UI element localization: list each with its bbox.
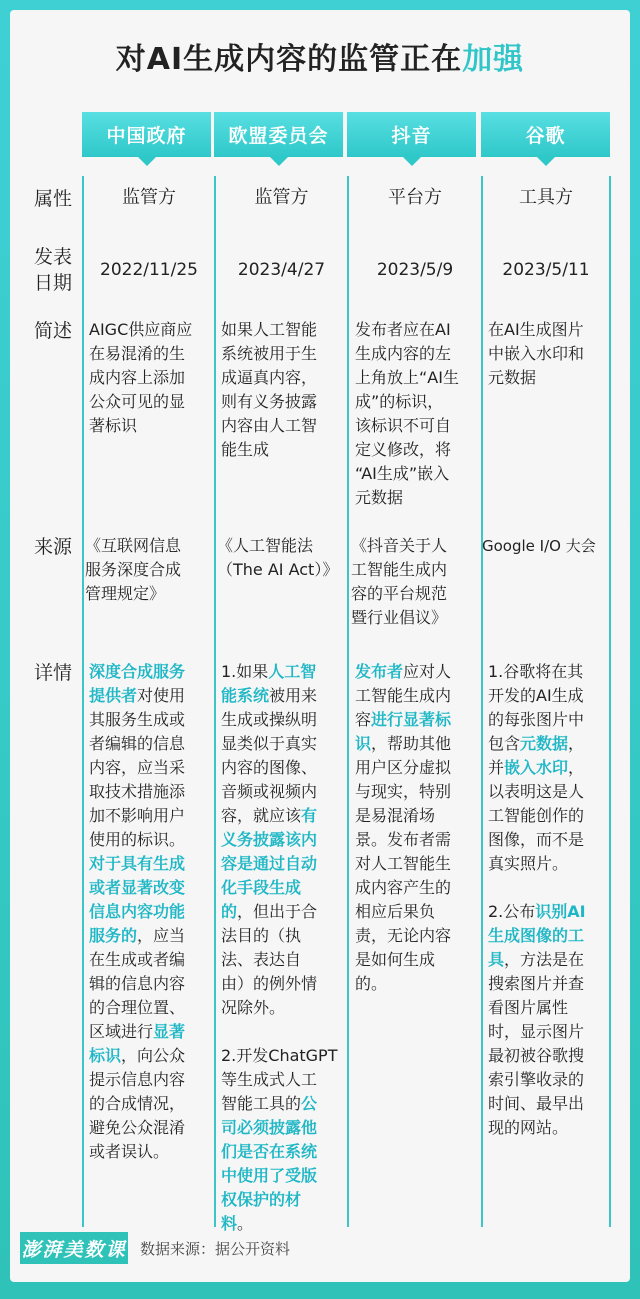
text-line: 《互联网信息 <box>85 536 182 555</box>
attribute-cell: 监管方 <box>122 187 176 208</box>
text-line: AIGC供应商应 <box>89 320 193 339</box>
text-line: 服务深度合成 <box>85 560 182 579</box>
text-line: 成”的标识， <box>355 392 444 411</box>
text-line <box>488 972 608 996</box>
body-text: 由）的例外情 <box>221 974 318 993</box>
text-line <box>89 780 213 804</box>
text-line: 如果人工智能 <box>221 320 318 339</box>
row-label-attribute: 属性 <box>34 188 73 210</box>
text-line <box>488 732 608 756</box>
body-text: 与现实，特别 <box>355 782 452 801</box>
body-text: 并 <box>488 758 505 777</box>
body-text: 图像，而不是 <box>488 830 585 849</box>
body-text: 最初被谷歌搜 <box>488 1046 585 1065</box>
text-line <box>355 804 479 828</box>
body-text: 1.如果 <box>221 662 269 681</box>
highlight-text: 提供者 <box>89 686 138 705</box>
text-line <box>89 996 213 1020</box>
detail-cell-google <box>488 660 608 1140</box>
text-line <box>488 852 608 876</box>
date-cell: 2023/5/9 <box>376 260 454 280</box>
body-text: 区域进行 <box>89 1022 154 1041</box>
body-text: 内容的图像、 <box>221 758 318 777</box>
text-line <box>89 1020 213 1044</box>
text-line <box>355 756 479 780</box>
text-line <box>488 1044 608 1068</box>
text-line <box>221 1092 345 1116</box>
text-line <box>355 900 479 924</box>
body-text: 真实照片。 <box>488 854 569 873</box>
body-text: 法目的（执 <box>221 926 302 945</box>
attribute-cell: 平台方 <box>388 187 442 208</box>
text-line <box>89 1140 213 1164</box>
body-text: 2.公布 <box>488 902 536 921</box>
divider-line <box>609 176 611 1227</box>
body-text: 的每张图片中 <box>488 710 585 729</box>
text-line: 在AI生成图片 <box>488 320 584 339</box>
text-line <box>488 948 608 972</box>
source-cell-douyin <box>351 534 479 630</box>
text-line: 生成内容的左 <box>355 344 452 363</box>
text-line <box>221 684 345 708</box>
detail-cell-douyin <box>355 660 479 996</box>
body-text: ， <box>568 758 585 777</box>
body-text: 时间、最早出 <box>488 1094 585 1113</box>
text-line: 工智能生成内 <box>351 560 448 579</box>
text-line: 《人工智能法 <box>217 536 314 555</box>
text-line <box>221 780 345 804</box>
text-line <box>89 972 213 996</box>
attribute-cell: 工具方 <box>519 187 573 208</box>
body-text: ，应当 <box>137 926 186 945</box>
highlight-text: 权保护的材 <box>221 1190 302 1209</box>
body-text: 。 <box>237 1214 254 1233</box>
summary-cell-eu <box>221 318 345 462</box>
body-text: 景。发布者需 <box>355 830 452 849</box>
text-line <box>89 732 213 756</box>
row-label-date-2: 日期 <box>34 272 73 294</box>
text-line <box>221 708 345 732</box>
text-line <box>355 660 479 684</box>
detail-cell-eu <box>221 660 345 1236</box>
body-text: 被用来 <box>269 686 318 705</box>
text-line <box>89 924 213 948</box>
highlight-text: 标识 <box>89 1046 122 1065</box>
text-line <box>221 828 345 852</box>
text-line: 则有义务披露 <box>221 392 318 411</box>
text-line <box>488 996 608 1020</box>
date-cell: 2023/5/11 <box>502 260 590 280</box>
body-text: ， <box>568 734 585 753</box>
highlight-text: 人工智 <box>268 662 317 681</box>
body-text: 辑的信息内容 <box>89 974 186 993</box>
summary-cell-douyin <box>355 318 479 510</box>
text-line <box>221 852 345 876</box>
highlight-text: 对于具有生成 <box>89 854 186 873</box>
text-line <box>89 948 213 972</box>
text-line <box>355 780 479 804</box>
highlight-text: 义务披露该内 <box>221 830 318 849</box>
text-line <box>221 1020 345 1044</box>
text-line <box>89 804 213 828</box>
row-label-summary: 简述 <box>34 320 73 342</box>
body-text: 1.谷歌将在其 <box>488 662 584 681</box>
body-text: 加不影响用户 <box>89 806 186 825</box>
highlight-text: 们是否在系统 <box>221 1142 318 1161</box>
text-line <box>221 1116 345 1140</box>
text-line <box>221 876 345 900</box>
summary-cell-china <box>89 318 213 438</box>
text-line <box>488 1020 608 1044</box>
body-text: ，方法是在 <box>504 950 585 969</box>
body-text: 在生成或者编 <box>89 950 186 969</box>
body-text: 法、表达自 <box>221 950 302 969</box>
body-text: 取技术措施添 <box>89 782 186 801</box>
divider-line <box>214 176 216 1227</box>
text-line <box>89 852 213 876</box>
attribute-cell: 监管方 <box>254 187 309 208</box>
divider-line <box>347 176 349 1227</box>
date-cell: 2023/4/27 <box>237 260 326 280</box>
text-line <box>488 1068 608 1092</box>
text-line <box>89 876 213 900</box>
highlight-text: 的 <box>221 902 238 921</box>
body-text: 者编辑的信息 <box>89 734 186 753</box>
text-line: “AI生成”嵌入 <box>355 464 450 483</box>
highlight-text: 中使用了受版 <box>221 1166 318 1185</box>
column-header-china: 中国政府 <box>82 112 211 157</box>
text-line <box>221 1140 345 1164</box>
text-line <box>488 660 608 684</box>
text-line <box>488 900 608 924</box>
source-cell-china <box>85 534 213 606</box>
text-line <box>488 924 608 948</box>
body-text: 用户区分虚拟 <box>355 758 452 777</box>
row-label-date-1: 发表 <box>34 246 73 268</box>
body-text: ，帮助其他 <box>371 734 452 753</box>
body-text: 成内容产生的 <box>355 878 452 897</box>
highlight-text: 有 <box>301 806 318 825</box>
body-text: 看图片属性 <box>488 998 569 1017</box>
body-text: 的合成情况， <box>89 1094 186 1113</box>
source-cell-google <box>482 534 609 558</box>
body-text: 生成或操纵明 <box>221 710 318 729</box>
source-cell-eu <box>217 534 345 582</box>
body-text: 工智能创作的 <box>488 806 585 825</box>
body-text: 对使用 <box>137 686 186 705</box>
body-text: 提示信息内容 <box>89 1070 186 1089</box>
text-line <box>89 1116 213 1140</box>
text-line: 能生成 <box>221 440 270 459</box>
body-text: 容，就应该 <box>221 806 302 825</box>
text-line <box>221 1068 345 1092</box>
text-line: 成内容上添加 <box>89 368 186 387</box>
text-line <box>89 684 213 708</box>
highlight-text: 公 <box>301 1094 318 1113</box>
body-text: 对人工智能生 <box>355 854 452 873</box>
body-text: 现的网站。 <box>488 1118 569 1137</box>
body-text: 的。 <box>355 974 388 993</box>
row-label-detail: 详情 <box>34 662 73 684</box>
text-line <box>355 684 479 708</box>
text-line: 系统被用于生 <box>221 344 318 363</box>
column-header-douyin: 抖音 <box>347 112 476 157</box>
text-line: 著标识 <box>89 416 138 435</box>
body-text: 2.开发ChatGPT <box>221 1046 338 1065</box>
text-line <box>221 996 345 1020</box>
body-text: 是如何生成 <box>355 950 436 969</box>
text-line <box>221 1212 345 1236</box>
text-line <box>488 1092 608 1116</box>
body-text: 包含 <box>488 734 521 753</box>
text-line <box>355 708 479 732</box>
highlight-text: 发布者 <box>355 662 404 681</box>
text-line <box>488 804 608 828</box>
text-line <box>221 732 345 756</box>
detail-cell-china <box>89 660 213 1164</box>
text-line: 容的平台规范 <box>351 584 448 603</box>
page-title <box>0 34 640 78</box>
text-line: （The AI Act）》 <box>217 560 339 579</box>
divider-line <box>481 176 483 1227</box>
highlight-text: 生成图像的工 <box>488 926 585 945</box>
body-text: 况除外。 <box>221 998 286 1017</box>
highlight-text: 进行显著标 <box>371 710 452 729</box>
highlight-text: 服务的 <box>89 926 138 945</box>
text-line: 暨行业倡议》 <box>351 608 448 627</box>
text-line <box>488 780 608 804</box>
body-text: 的合理位置、 <box>89 998 186 1017</box>
text-line <box>221 756 345 780</box>
text-line <box>488 756 608 780</box>
highlight-text: 深度合成服务 <box>89 662 186 681</box>
body-text: 避免公众混淆 <box>89 1118 186 1137</box>
text-line <box>221 900 345 924</box>
text-line: 上角放上“AI生 <box>355 368 459 387</box>
text-line <box>355 732 479 756</box>
body-text: 搜索图片并查 <box>488 974 585 993</box>
text-line <box>221 948 345 972</box>
highlight-text: 司必须披露他 <box>221 1118 318 1137</box>
body-text: 显类似于真实 <box>221 734 318 753</box>
column-header-eu: 欧盟委员会 <box>214 112 343 157</box>
body-text: 相应后果负 <box>355 902 436 921</box>
body-text: 以表明这是人 <box>488 782 585 801</box>
text-line <box>488 828 608 852</box>
text-line <box>355 852 479 876</box>
highlight-text: 识别AI <box>535 902 586 921</box>
highlight-text: 能系统 <box>221 686 270 705</box>
row-label-source: 来源 <box>34 536 73 558</box>
text-line: 中嵌入水印和 <box>488 344 585 363</box>
highlight-text: 元数据 <box>520 734 569 753</box>
highlight-text: 信息内容功能 <box>89 902 186 921</box>
text-line <box>89 900 213 924</box>
highlight-text: 或者显著改变 <box>89 878 186 897</box>
text-line <box>89 828 213 852</box>
brand-logo: 澎湃美数课 <box>20 1232 128 1264</box>
body-text: ，但出于合 <box>237 902 318 921</box>
body-text: 使用的标识。 <box>89 830 186 849</box>
text-line <box>488 684 608 708</box>
body-text: ，向公众 <box>121 1046 186 1065</box>
text-line <box>221 1188 345 1212</box>
text-line <box>221 1164 345 1188</box>
text-line <box>355 828 479 852</box>
summary-cell-google <box>488 318 608 390</box>
text-line <box>221 804 345 828</box>
body-text: 内容，应当采 <box>89 758 186 777</box>
text-line <box>488 876 608 900</box>
body-text: 是易混淆场 <box>355 806 436 825</box>
highlight-text: 显著 <box>153 1022 186 1041</box>
text-line <box>355 972 479 996</box>
text-line: 发布者应在AI <box>355 320 451 339</box>
divider-line <box>82 176 84 1227</box>
highlight-text: 化手段生成 <box>221 878 302 897</box>
highlight-text: 料 <box>221 1214 238 1233</box>
text-line: 定义修改，将 <box>355 440 452 459</box>
body-text: 工智能生成内 <box>355 686 452 705</box>
body-text: 索引擎收录的 <box>488 1070 585 1089</box>
data-source-note: 数据来源：据公开资料 <box>140 1240 291 1258</box>
highlight-text: 容是通过自动 <box>221 854 318 873</box>
title-main: 对AI生成内容的监管正在 <box>115 42 463 77</box>
text-line: 元数据 <box>488 368 537 387</box>
text-line <box>355 876 479 900</box>
text-line <box>355 948 479 972</box>
highlight-text: 识 <box>355 734 372 753</box>
highlight-text: 嵌入水印 <box>504 758 569 777</box>
text-line: 内容由人工智 <box>221 416 318 435</box>
text-line <box>221 1044 345 1068</box>
text-line <box>488 708 608 732</box>
text-line <box>355 924 479 948</box>
text-line <box>89 1068 213 1092</box>
text-line: 元数据 <box>355 488 404 507</box>
text-line: 在易混淆的生 <box>89 344 186 363</box>
text-line: 成逼真内容， <box>221 368 318 387</box>
highlight-text: 具 <box>488 950 505 969</box>
text-line <box>89 660 213 684</box>
text-line <box>89 708 213 732</box>
text-line <box>221 660 345 684</box>
body-text: 等生成式人工 <box>221 1070 318 1089</box>
column-header-google: 谷歌 <box>481 112 610 157</box>
text-line <box>221 924 345 948</box>
body-text: 容 <box>355 710 372 729</box>
text-line: 管理规定》 <box>85 584 166 603</box>
text-line <box>89 756 213 780</box>
text-line: Google I/O 大会 <box>482 537 596 555</box>
text-line: 该标识不可自 <box>355 416 452 435</box>
text-line <box>89 1044 213 1068</box>
body-text: 音频或视频内 <box>221 782 318 801</box>
body-text: 或者误认。 <box>89 1142 170 1161</box>
body-text: 责，无论内容 <box>355 926 452 945</box>
body-text: 时，显示图片 <box>488 1022 585 1041</box>
body-text: 其服务生成或 <box>89 710 186 729</box>
text-line: 《抖音关于人 <box>351 536 448 555</box>
body-text: 开发的AI生成 <box>488 686 584 705</box>
text-line <box>488 1116 608 1140</box>
text-line: 公众可见的显 <box>89 392 186 411</box>
title-highlight: 加强 <box>462 42 525 77</box>
text-line <box>89 1092 213 1116</box>
body-text: 智能工具的 <box>221 1094 302 1113</box>
text-line <box>221 972 345 996</box>
date-cell: 2022/11/25 <box>100 260 198 280</box>
body-text: 应对人 <box>403 662 452 681</box>
